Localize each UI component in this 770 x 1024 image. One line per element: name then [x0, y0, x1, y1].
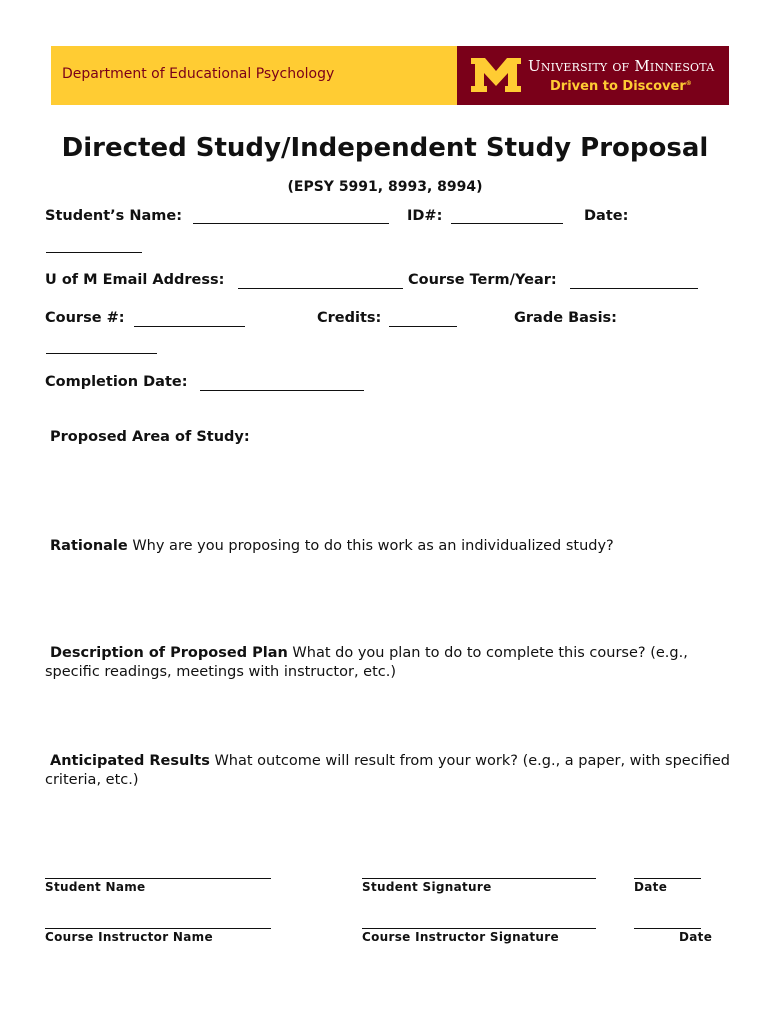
- student-signature-line[interactable]: [362, 878, 596, 879]
- student-date-line[interactable]: [634, 878, 701, 879]
- plan-prompt: What do you plan to do to complete this course? (e.g., specific readings, meetings with instructor, etc.): [45, 645, 688, 680]
- id-label: ID#:: [407, 208, 443, 224]
- course-number-field[interactable]: [134, 326, 245, 327]
- plan-section: [45, 644, 735, 682]
- id-field[interactable]: [451, 223, 563, 224]
- university-logo-block: [457, 46, 729, 105]
- email-label: U of M Email Address:: [45, 272, 225, 288]
- student-name-caption: Student Name: [45, 880, 146, 894]
- student-name-field[interactable]: [193, 223, 389, 224]
- results-section: [45, 752, 735, 790]
- proposed-area-heading: Proposed Area of Study:: [50, 429, 250, 445]
- student-date-caption: Date: [634, 880, 668, 894]
- block-m-logo-icon: [471, 58, 521, 92]
- page-title: Directed Study/Independent Study Proposal: [61, 133, 709, 163]
- date-field[interactable]: [46, 252, 142, 253]
- student-name-signature-line[interactable]: [45, 878, 271, 879]
- header-banner: [51, 46, 729, 105]
- grade-basis-field[interactable]: [46, 353, 157, 354]
- completion-date-label: Completion Date:: [45, 374, 188, 390]
- rationale-section: [50, 537, 735, 556]
- instructor-signature-line[interactable]: [362, 928, 596, 929]
- plan-heading: Description of Proposed Plan: [50, 645, 288, 661]
- course-codes: (EPSY 5991, 8993, 8994): [287, 179, 483, 195]
- email-field[interactable]: [238, 288, 403, 289]
- results-heading: Anticipated Results: [50, 753, 210, 769]
- instructor-name-caption: Course Instructor Name: [45, 930, 213, 944]
- course-number-label: Course #:: [45, 310, 125, 326]
- department-name: Department of Educational Psychology: [62, 66, 335, 82]
- registered-mark: ®: [685, 80, 692, 87]
- instructor-signature-caption: Course Instructor Signature: [362, 930, 559, 944]
- completion-date-field[interactable]: [200, 390, 364, 391]
- university-tagline: [550, 79, 692, 94]
- student-signature-caption: Student Signature: [362, 880, 492, 894]
- university-name: University of Minnesota: [528, 57, 715, 75]
- tagline-text: Driven to Discover: [550, 79, 686, 94]
- date-label: Date:: [584, 208, 629, 224]
- course-term-field[interactable]: [570, 288, 698, 289]
- instructor-name-line[interactable]: [45, 928, 271, 929]
- instructor-date-caption: Date: [679, 930, 713, 944]
- rationale-heading: Rationale: [50, 538, 128, 554]
- student-name-label: Student’s Name:: [45, 208, 183, 224]
- results-prompt: What outcome will result from your work? (e.g., a paper, with specified criteria, etc.): [45, 753, 730, 788]
- credits-label: Credits:: [317, 310, 382, 326]
- grade-basis-label: Grade Basis:: [514, 310, 617, 326]
- credits-field[interactable]: [389, 326, 457, 327]
- instructor-date-line[interactable]: [634, 928, 701, 929]
- course-term-label: Course Term/Year:: [408, 272, 557, 288]
- department-bar: [51, 46, 457, 105]
- rationale-prompt: Why are you proposing to do this work as an individualized study?: [127, 538, 614, 554]
